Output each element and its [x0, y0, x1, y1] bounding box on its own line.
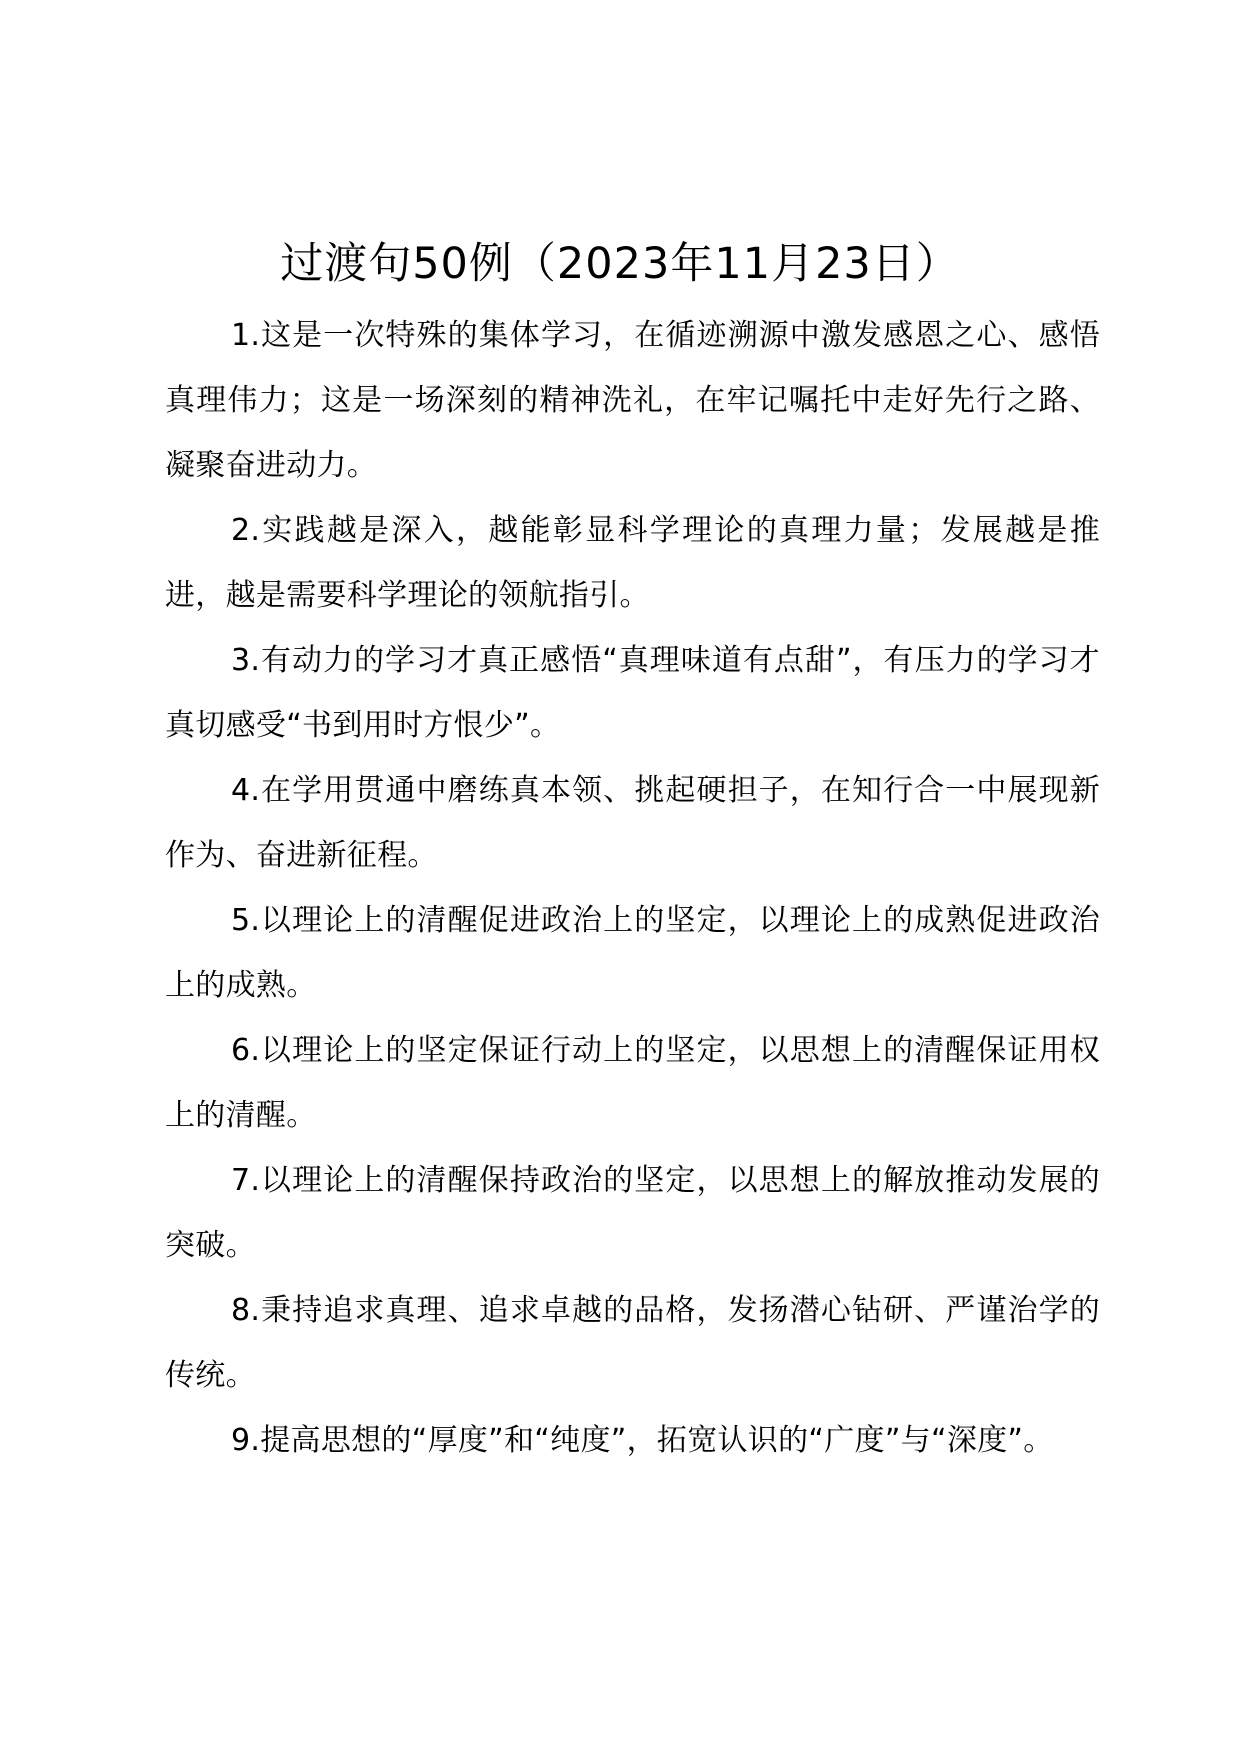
paragraph-1: 1.这是一次特殊的集体学习，在循迹溯源中激发感恩之心、感悟真理伟力；这是一场深刻的精神洗礼，在牢记嘱托中走好先行之路、凝聚奋进动力。 [165, 318, 1100, 483]
document-body [165, 303, 1100, 1473]
paragraph-4: 4.在学用贯通中磨练真本领、挑起硬担子，在知行合一中展现新作为、奋进新征程。 [165, 773, 1100, 873]
paragraph-5: 5.以理论上的清醒促进政治上的坚定，以理论上的成熟促进政治上的成熟。 [165, 903, 1100, 1003]
paragraph-3: 3.有动力的学习才真正感悟“真理味道有点甜”，有压力的学习才真切感受“书到用时方恨少”。 [165, 643, 1100, 743]
paragraph-8: 8.秉持追求真理、追求卓越的品格，发扬潜心钻研、严谨治学的传统。 [165, 1293, 1100, 1393]
paragraph-2: 2.实践越是深入，越能彰显科学理论的真理力量；发展越是推进，越是需要科学理论的领航指引。 [165, 513, 1100, 613]
paragraph-7: 7.以理论上的清醒保持政治的坚定，以思想上的解放推动发展的突破。 [165, 1163, 1100, 1263]
paragraph-6: 6.以理论上的坚定保证行动上的坚定，以思想上的清醒保证用权上的清醒。 [165, 1033, 1100, 1133]
paragraph-9: 9.提高思想的“厚度”和“纯度”，拓宽认识的“广度”与“深度”。 [231, 1423, 1054, 1458]
document-title: 过渡句50例（2023年11月23日） [280, 239, 960, 289]
